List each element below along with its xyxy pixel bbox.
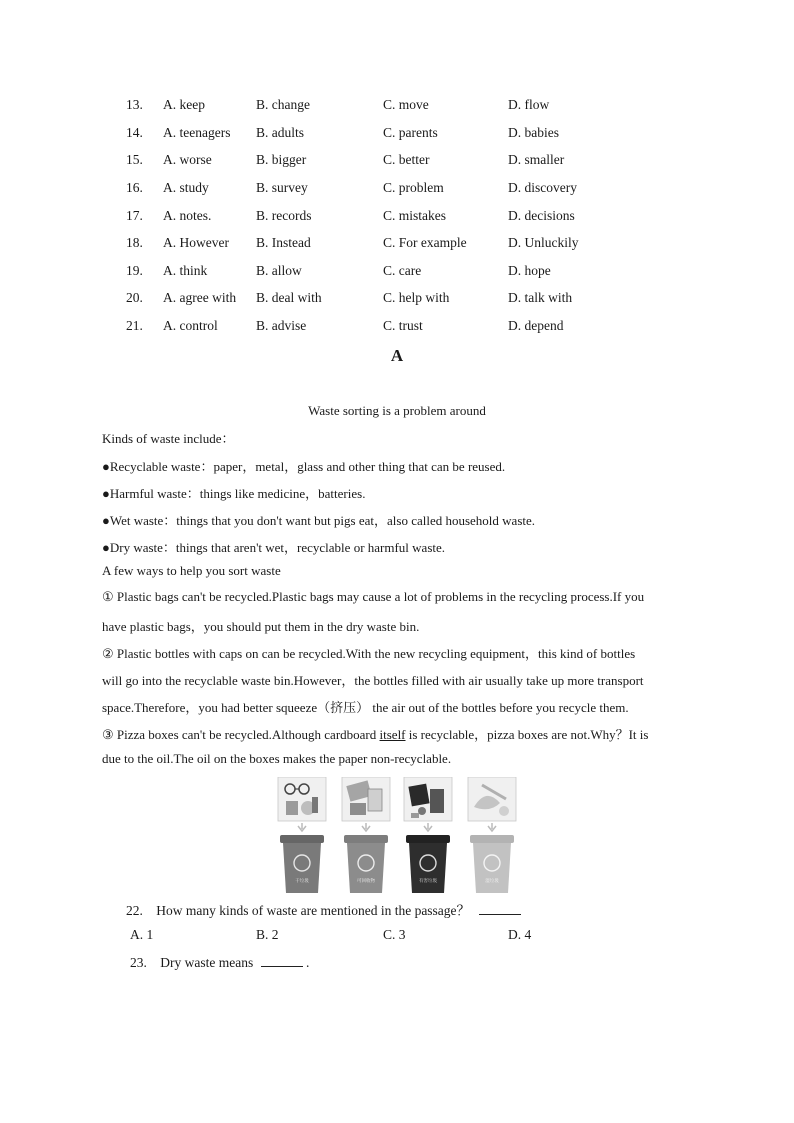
question-text: How many kinds of waste are mentioned in the passage？ <box>156 903 471 918</box>
tip3-line <box>102 724 692 743</box>
ways-heading: A few ways to help you sort waste <box>102 563 281 578</box>
tip2-line: will go into the recyclable waste bin.However，the bottles filled with air usually take up more transport <box>102 673 644 688</box>
tip3-text-pre: ③ Pizza boxes can't be recycled.Although cardboard <box>102 727 380 742</box>
option-b: B. allow <box>256 263 302 278</box>
option-c: C. problem <box>383 180 444 195</box>
question-number: 22. <box>126 903 143 918</box>
question-22-options <box>0 927 794 947</box>
option-b: B. records <box>256 208 312 223</box>
option-a: A. agree with <box>163 290 237 305</box>
option-a: A. keep <box>163 97 205 112</box>
option-c: C. parents <box>383 125 438 140</box>
tip2-line: ② Plastic bottles with caps on can be recycled.With the new recycling equipment，this kind of bottles <box>102 646 636 661</box>
kind-dry: ●Dry waste：things that aren't wet，recyclable or harmful waste. <box>102 540 446 555</box>
option-b: B. change <box>256 97 310 112</box>
option-a: A. control <box>163 318 218 333</box>
question-number: 18. <box>126 235 143 250</box>
option-c[interactable]: C. 3 <box>383 927 406 942</box>
kinds-heading: Kinds of waste include： <box>102 431 235 446</box>
passage-title: Waste sorting is a problem around <box>308 403 486 418</box>
tip1-line: have plastic bags，you should put them in the dry waste bin. <box>102 619 420 634</box>
question-number: 19. <box>126 263 143 278</box>
option-c: C. care <box>383 263 422 278</box>
option-b[interactable]: B. 2 <box>256 927 279 942</box>
question-23 <box>130 954 309 971</box>
answer-blank[interactable] <box>261 954 303 967</box>
option-c: C. trust <box>383 318 423 333</box>
question-end-period: . <box>305 955 310 970</box>
option-c: C. help with <box>383 290 450 305</box>
option-d[interactable]: D. 4 <box>508 927 532 942</box>
question-text: Dry waste means <box>160 955 254 970</box>
question-number: 21. <box>126 318 143 333</box>
option-a: A. However <box>163 235 229 250</box>
bin-harmful <box>406 835 450 893</box>
question-number: 20. <box>126 290 143 305</box>
option-d: D. decisions <box>508 208 575 223</box>
question-number: 16. <box>126 180 143 195</box>
question-number: 15. <box>126 152 143 167</box>
recyclable-items <box>342 777 390 821</box>
option-a: A. think <box>163 263 208 278</box>
option-d: D. depend <box>508 318 564 333</box>
tip2-line: space.Therefore，you had better squeeze（挤压） the air out of the bottles before you recycle them. <box>102 700 629 715</box>
option-b: B. bigger <box>256 152 307 167</box>
bin-label: 湿垃圾 <box>485 879 499 884</box>
option-d: D. flow <box>508 97 550 112</box>
question-number: 13. <box>126 97 143 112</box>
option-d: D. talk with <box>508 290 573 305</box>
option-a: A. teenagers <box>163 125 231 140</box>
question-number: 23. <box>130 955 147 970</box>
tip3-underlined-word: itself <box>379 727 406 742</box>
question-number: 14. <box>126 125 143 140</box>
bin-label: 有害垃圾 <box>419 879 437 884</box>
bin-recyclable <box>344 835 388 893</box>
question-22 <box>126 899 521 919</box>
option-a[interactable]: A. 1 <box>130 927 154 942</box>
option-b: B. Instead <box>256 235 311 250</box>
answer-blank[interactable] <box>479 902 521 915</box>
option-c: C. mistakes <box>383 208 446 223</box>
option-a: A. study <box>163 180 209 195</box>
question-number: 17. <box>126 208 143 223</box>
option-d: D. discovery <box>508 180 577 195</box>
tip3-text-post: is recyclable，pizza boxes are not.Why？It is <box>405 727 649 742</box>
option-a: A. notes. <box>163 208 212 223</box>
harmful-items <box>404 777 452 821</box>
option-b: B. survey <box>256 180 308 195</box>
section-letter: A <box>390 346 404 365</box>
waste-sorting-illustration <box>276 777 520 895</box>
option-c: C. For example <box>383 235 467 250</box>
option-d: D. smaller <box>508 152 565 167</box>
option-a: A. worse <box>163 152 212 167</box>
bin-label: 干垃圾 <box>295 879 309 884</box>
option-c: C. better <box>383 152 430 167</box>
option-d: D. Unluckily <box>508 235 579 250</box>
dry-waste-items <box>278 777 326 821</box>
tip3-line: due to the oil.The oil on the boxes makes the paper non-recyclable. <box>102 751 452 766</box>
tip1-line: ① Plastic bags can't be recycled.Plastic bags may cause a lot of problems in the recycling process.If you <box>102 589 645 604</box>
kind-harmful: ●Harmful waste：things like medicine，batteries. <box>102 486 366 501</box>
wet-waste-items <box>468 777 516 821</box>
option-b: B. adults <box>256 125 305 140</box>
option-b: B. deal with <box>256 290 322 305</box>
kind-recyclable: ●Recyclable waste：paper，metal，glass and other thing that can be reused. <box>102 459 506 474</box>
bin-dry <box>280 835 324 893</box>
arrow-icons <box>298 823 496 831</box>
option-b: B. advise <box>256 318 307 333</box>
option-c: C. move <box>383 97 429 112</box>
bin-wet <box>470 835 514 893</box>
option-d: D. hope <box>508 263 551 278</box>
kind-wet: ●Wet waste：things that you don't want but pigs eat，also called household waste. <box>102 513 536 528</box>
bin-label: 可回收物 <box>357 879 375 884</box>
option-d: D. babies <box>508 125 559 140</box>
